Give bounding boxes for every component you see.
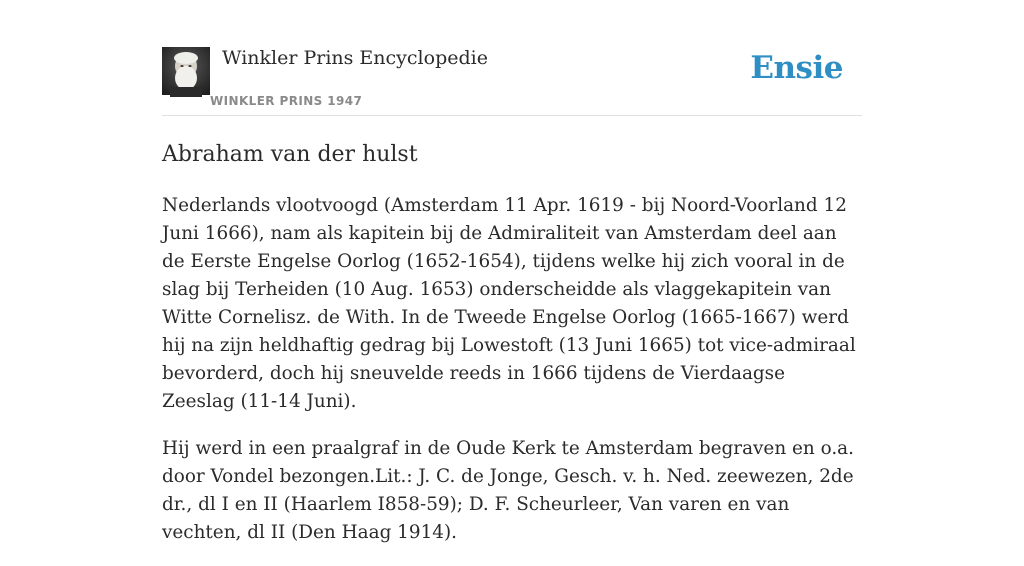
article-paragraph: Hij werd in een praalgraf in de Oude Kerk te Amsterdam begraven en o.a. door Vondel bezongen.Lit.: J. C. de Jonge, Gesch. v. h. Ned. zeewezen, 2de dr., dl I en II (Haarlem I858-59); D. F. Scheurleer, Van varen en van vechten, dl II (Den Haag 1914). xyxy=(162,438,854,543)
portrait-image xyxy=(162,47,210,95)
article-paragraph: Nederlands vlootvoogd (Amsterdam 11 Apr. 1619 - bij Noord-Voorland 12 Juni 1666), nam als kapitein bij de Admiraliteit van Amsterdam deel aan de Eerste Engelse Oorlog (1652-1654), tijdens welke hij zich vooral in de slag bij Terheiden (10 Aug. 1653) onderscheidde als vlaggekapitein van Witte Cornelisz. de With. In de Tweede Engelse Oorlog (1665-1667) werd hij na zijn heldhaftig gedrag bij Lowestoft (13 Juni 1665) tot vice-admiraal bevorderd, doch hij sneuvelde reeds in 1666 tijdens de Vierdaagse Zeeslag (11-14 Juni). xyxy=(162,195,856,412)
page-container xyxy=(162,0,862,543)
article-title: Abraham van der hulst xyxy=(162,142,418,167)
source-label: WINKLER PRINS 1947 xyxy=(210,94,363,108)
portrait-photo-icon[interactable] xyxy=(162,47,210,95)
ensie-logo[interactable]: Ensie xyxy=(750,50,843,86)
site-header xyxy=(162,0,862,116)
article-body xyxy=(162,192,862,566)
site-title-link[interactable]: Winkler Prins Encyclopedie xyxy=(222,47,488,69)
